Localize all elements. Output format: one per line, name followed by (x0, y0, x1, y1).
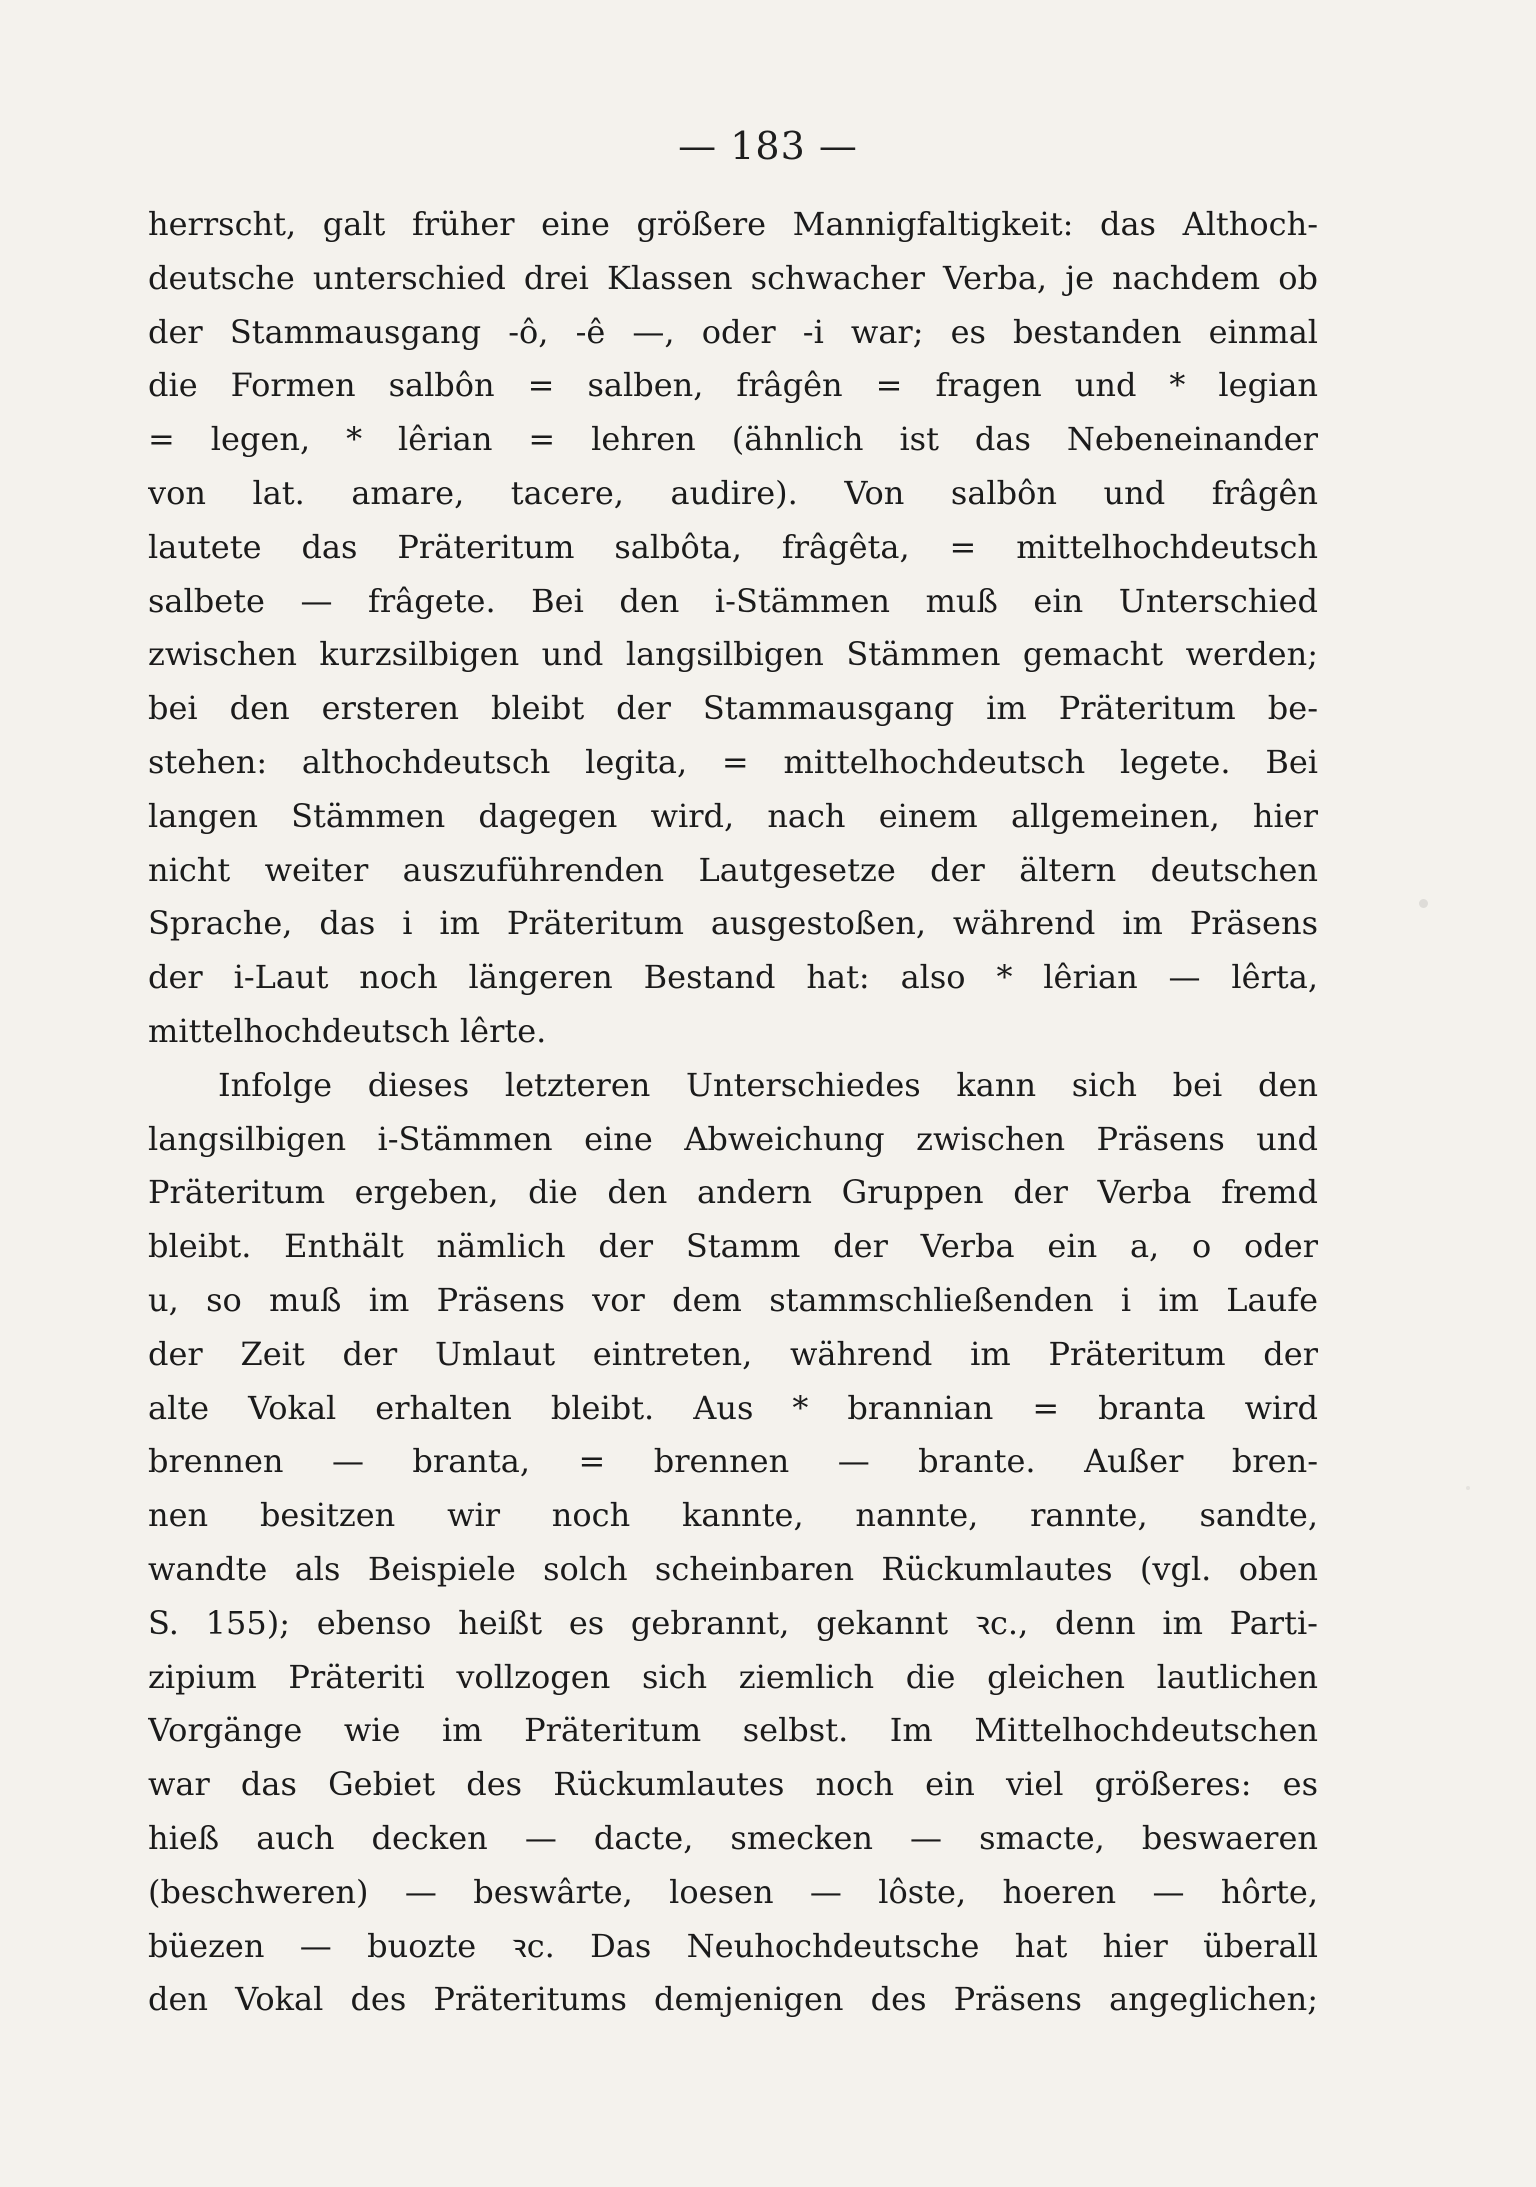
text-line: stehen: althochdeutsch legita, = mittelhochdeutsch legete. Bei (148, 742, 1318, 781)
text-line: bleibt. Enthält nämlich der Stamm der Verba ein a, o oder (148, 1227, 1318, 1266)
text-line: salbete — frâgete. Bei den i-Stämmen muß ein Unterschied (148, 581, 1318, 620)
text-line: u, so muß im Präsens vor dem stammschließenden i im Laufe (148, 1280, 1318, 1319)
text-line: zipium Präteriti vollzogen sich ziemlich die gleichen lautlichen (148, 1657, 1318, 1696)
body-text (148, 198, 1318, 2027)
text-line: S. 155); ebenso heißt es gebrannt, gekannt ꝛc., denn im Parti- (148, 1603, 1318, 1642)
text-line: bei den ersteren bleibt der Stammausgang im Präteritum be- (148, 689, 1318, 728)
text-line: Vorgänge wie im Präteritum selbst. Im Mittelhochdeutschen (148, 1711, 1318, 1750)
text-line: nen besitzen wir noch kannte, nannte, rannte, sandte, (148, 1496, 1318, 1535)
text-line: Sprache, das i im Präteritum ausgestoßen, während im Präsens (148, 904, 1318, 943)
page-number: — 183 — (678, 124, 858, 168)
text-line: büezen — buozte ꝛc. Das Neuhochdeutsche hat hier überall (148, 1926, 1318, 1965)
text-line: hieß auch decken — dacte, smecken — smacte, beswaeren (148, 1818, 1318, 1857)
text-line: wandte als Beispiele solch scheinbaren Rückumlautes (vgl. oben (148, 1549, 1318, 1588)
text-line: lautete das Präteritum salbôta, frâgêta, = mittelhochdeutsch (148, 527, 1318, 566)
text-line: von lat. amare, tacere, audire). Von salbôn und frâgên (148, 473, 1318, 512)
text-line: herrscht, galt früher eine größere Mannigfaltigkeit: das Althoch- (148, 205, 1318, 243)
text-line: deutsche unterschied drei Klassen schwacher Verba, je nachdem ob (148, 258, 1318, 297)
text-line: der Zeit der Umlaut eintreten, während im Präteritum der (148, 1334, 1318, 1373)
text-line: alte Vokal erhalten bleibt. Aus * brannian = branta wird (148, 1388, 1318, 1427)
text-line: die Formen salbôn = salben, frâgên = fragen und * legian (148, 366, 1318, 405)
scan-speck (1419, 899, 1428, 908)
text-line: der Stammausgang -ô, -ê —, oder -i war; es bestanden einmal (148, 312, 1318, 351)
text-line: (beschweren) — beswârte, loesen — lôste, hoeren — hôrte, (148, 1872, 1318, 1911)
text-line: mittelhochdeutsch lêrte. (148, 1011, 547, 1050)
text-line: der i-Laut noch längeren Bestand hat: also * lêrian — lêrta, (148, 958, 1318, 997)
text-line: den Vokal des Präteritums demjenigen des Präsens angeglichen; (148, 1980, 1318, 2019)
text-line: war das Gebiet des Rückumlautes noch ein viel größeres: es (148, 1765, 1318, 1804)
text-line: brennen — branta, = brennen — brante. Außer bren- (148, 1442, 1318, 1481)
text-line: Präteritum ergeben, die den andern Gruppen der Verba fremd (148, 1173, 1318, 1212)
text-line: zwischen kurzsilbigen und langsilbigen Stämmen gemacht werden; (148, 635, 1318, 674)
text-line: = legen, * lêrian = lehren (ähnlich ist das Nebeneinander (148, 420, 1318, 459)
text-line: langsilbigen i-Stämmen eine Abweichung zwischen Präsens und (148, 1119, 1318, 1158)
scan-speck (1466, 1486, 1470, 1490)
text-line: nicht weiter auszuführenden Lautgesetze der ältern deutschen (148, 850, 1318, 889)
text-line: langen Stämmen dagegen wird, nach einem allgemeinen, hier (148, 796, 1318, 835)
text-line: Infolge dieses letzteren Unterschiedes kann sich bei den (218, 1065, 1318, 1104)
